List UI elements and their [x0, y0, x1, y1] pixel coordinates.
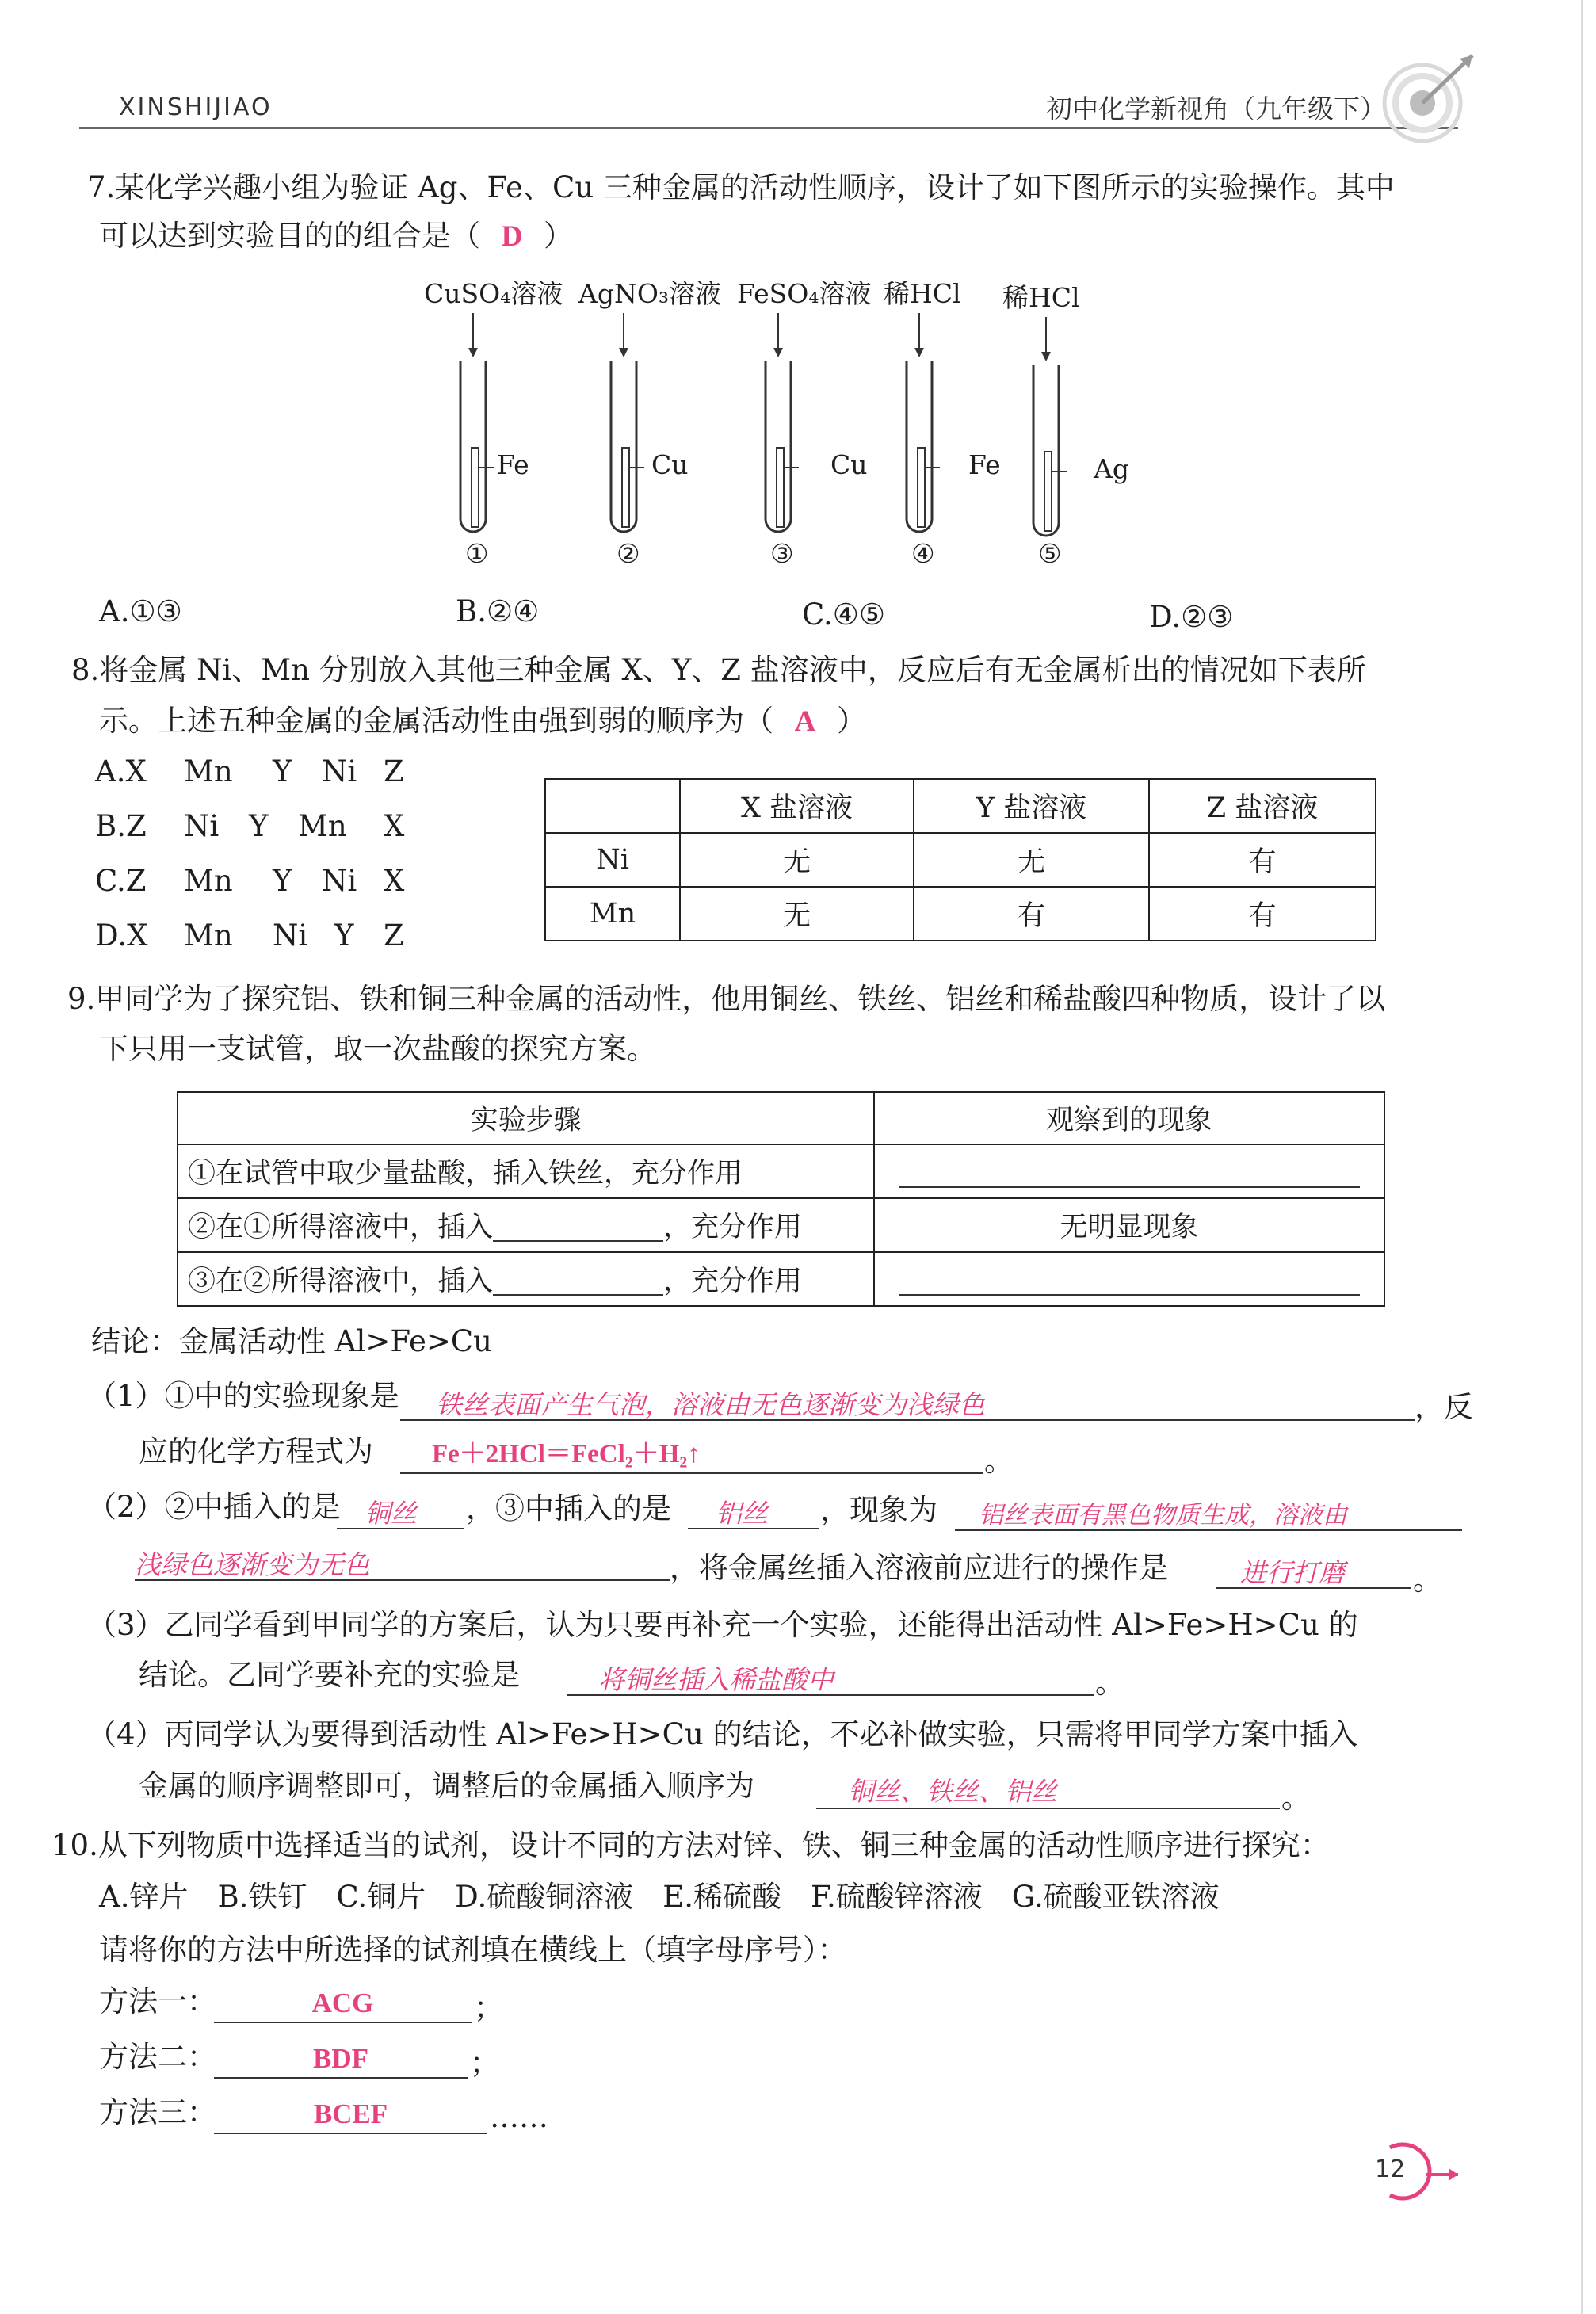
- q10-method-3-blank[interactable]: [214, 2096, 487, 2134]
- q9-p2-a2-blank[interactable]: [688, 1491, 819, 1529]
- q9-p3b-pre: 结论。乙同学要补充的实验是: [139, 1658, 520, 1692]
- q7-line2-post: ）: [544, 219, 573, 253]
- q8-table-header: Y 盐溶液: [914, 779, 1149, 833]
- q9-step-2: ②在①所得溶液中，插入 ，充分作用: [178, 1198, 874, 1252]
- tube-reagent: CuSO₄溶液: [424, 278, 563, 309]
- header-right: 初中化学新视角（九年级下）: [1046, 94, 1386, 124]
- q10-line1: 10.从下列物质中选择适当的试剂，设计不同的方法对锌、铁、铜三种金属的活动性顺序进行探究：: [52, 1828, 1330, 1862]
- q10-method-2-post: ；: [470, 2046, 499, 2080]
- q9-p1b-post: 。: [984, 1444, 1014, 1478]
- q9-p3b-answer: 将铜丝插入稀盐酸中: [598, 1664, 834, 1695]
- q8-line2-pre: 示。上述五种金属的金属活动性由强到弱的顺序为（: [99, 704, 773, 738]
- q9-p2-a2: 铝丝: [716, 1498, 768, 1529]
- q10-method-2-answer: BDF: [313, 2043, 368, 2074]
- q9-table-header-steps: 实验步骤: [178, 1092, 874, 1144]
- q8-option-c: C.Z Mn Y Ni X: [95, 864, 405, 898]
- page-ornament-icon: [1379, 2140, 1466, 2203]
- q9-p2-mid: ，③中插入的是: [466, 1491, 671, 1525]
- q8-table-cell: 有: [914, 887, 1149, 941]
- q8-table-header: X 盐溶液: [680, 779, 914, 833]
- q8-line2-post: ）: [837, 704, 866, 738]
- q9-obs-2: 无明显现象: [874, 1198, 1384, 1252]
- header-left: XINSHIJIAO: [119, 94, 273, 121]
- q7-option-b: B.②④: [456, 594, 540, 628]
- q9-line2: 下只用一支试管，取一次盐酸的探究方案。: [99, 1032, 656, 1066]
- q10-options: A.锌片 B.铁钉 C.铜片 D.硫酸铜溶液 E.稀硫酸 F.硫酸锌溶液 G.硫酸亚铁溶液: [99, 1880, 1220, 1914]
- q9-p2-a1: 铜丝: [365, 1498, 417, 1529]
- q8-table-cell: 无: [680, 833, 914, 887]
- q10-method-2-blank[interactable]: [214, 2041, 468, 2079]
- q8-options: [95, 753, 452, 972]
- q7-option-d: D.②③: [1149, 600, 1234, 634]
- q7-option-c: C.④⑤: [802, 598, 886, 632]
- q9-obs-1: [874, 1144, 1384, 1198]
- q9-p1-post: ，反: [1415, 1390, 1473, 1424]
- tube-number: ④: [911, 538, 935, 569]
- q7-option-a: A.①③: [99, 594, 182, 628]
- tube-reagent: FeSO₄溶液: [737, 278, 872, 309]
- q8-table-cell: 有: [1149, 833, 1376, 887]
- q7-line2: [99, 217, 573, 256]
- tube-5: [1002, 273, 1161, 575]
- q10-method-3-answer: BCEF: [313, 2098, 388, 2129]
- q10-method-1-answer: ACG: [311, 1988, 374, 2018]
- q8-answer: A: [794, 705, 816, 738]
- q9-step-2-blank[interactable]: [493, 1216, 663, 1242]
- q9-step-1: ①在试管中取少量盐酸，插入铁丝，充分作用: [178, 1144, 874, 1198]
- q9-p2b-a2: 进行打磨: [1240, 1557, 1345, 1588]
- q8-option-b: B.Z Ni Y Mn X: [95, 809, 405, 843]
- q9-p2b-a: 浅绿色逐渐变为无色: [135, 1549, 370, 1580]
- tube-reagent: 稀HCl: [1002, 282, 1080, 313]
- q7-line2-pre: 可以达到实验目的的组合是（: [99, 219, 480, 253]
- q8-option-d: D.X Mn Ni Y Z: [95, 918, 404, 953]
- tube-metal: Fe: [497, 449, 529, 480]
- q9-p1b-answer: Fe＋2HCl＝FeCl₂＋H₂↑: [432, 1440, 701, 1468]
- target-logo-icon: [1371, 48, 1482, 151]
- q9-p2-a3: 铝丝表面有黑色物质生成，溶液由: [979, 1501, 1347, 1529]
- tube-metal: Cu: [651, 449, 689, 480]
- header-rule: [79, 127, 1458, 129]
- q9-p2b-post: 。: [1413, 1563, 1442, 1597]
- q9-p2-mid2: ，现象为: [820, 1493, 937, 1527]
- tube-metal: Ag: [1094, 453, 1129, 484]
- q9-p2b-mid: ，将金属丝插入溶液前应进行的操作是: [670, 1551, 1168, 1585]
- q8-table-rowhead: Ni: [545, 833, 680, 887]
- q8-table-cell: 无: [914, 833, 1149, 887]
- q9-p1-answer-blank[interactable]: [400, 1383, 1415, 1421]
- q10-line3: 请将你的方法中所选择的试剂填在横线上（填字母序号）：: [99, 1933, 847, 1967]
- q9-p2-pre: （2）②中插入的是: [87, 1490, 341, 1524]
- q10-method-1-post: ；: [474, 1991, 503, 2025]
- tube-number: ②: [617, 538, 640, 569]
- q8-table-cell: 无: [680, 887, 914, 941]
- q10-method-1-label: 方法一：: [99, 1984, 216, 2018]
- q8-table-rowhead: Mn: [545, 887, 680, 941]
- right-margin-line: [1581, 0, 1583, 2314]
- q9-obs-3-blank[interactable]: [899, 1262, 1360, 1296]
- q9-p2b-a-blank[interactable]: [135, 1543, 670, 1581]
- q9-p4b-answer: 铜丝、铁丝、铝丝: [848, 1776, 1057, 1807]
- q8-table-cell: 有: [1149, 887, 1376, 941]
- q9-p2-a3-blank[interactable]: [955, 1493, 1462, 1531]
- q9-p1b-answer-blank[interactable]: [400, 1436, 983, 1474]
- q9-obs-1-blank[interactable]: [899, 1155, 1360, 1188]
- q7-line1: 7.某化学兴趣小组为验证 Ag、Fe、Cu 三种金属的活动性顺序，设计了如下图所示的实验操作。其中: [87, 170, 1395, 204]
- q9-obs-3: [874, 1252, 1384, 1306]
- q9-step-3: ③在②所得溶液中，插入 ，充分作用: [178, 1252, 874, 1306]
- tube-reagent: 稀HCl: [884, 278, 961, 309]
- q7-answer: D: [501, 220, 523, 253]
- q9-table-header-obs: 观察到的现象: [874, 1092, 1384, 1144]
- tube-number: ①: [465, 538, 489, 569]
- q10-method-1-blank[interactable]: [214, 1985, 472, 2023]
- q9-p4b-answer-blank[interactable]: [816, 1771, 1280, 1809]
- q9-line1: 9.甲同学为了探究铝、铁和铜三种金属的活动性，他用铜丝、铁丝、铝丝和稀盐酸四种物质，设计了以: [67, 982, 1386, 1016]
- q9-p2b-a2-blank[interactable]: [1216, 1551, 1411, 1589]
- q8-option-a: A.X Mn Y Ni Z: [95, 754, 404, 789]
- q8-table-header: Z 盐溶液: [1149, 779, 1376, 833]
- q9-p1-pre: （1）①中的实验现象是: [87, 1379, 399, 1413]
- tube-reagent: AgNO₃溶液: [578, 278, 722, 309]
- q8-line2: [99, 702, 866, 741]
- q10-method-3-label: 方法三：: [99, 2095, 216, 2129]
- q9-p3b-answer-blank[interactable]: [567, 1658, 1094, 1696]
- q10-method-3-post: ……: [490, 2100, 548, 2134]
- q10-method-2-label: 方法二：: [99, 2040, 216, 2074]
- q9-p1b-pre: 应的化学方程式为: [139, 1434, 373, 1468]
- q9-table: [177, 1091, 1385, 1307]
- tube-2: [578, 273, 737, 575]
- q9-p4b-pre: 金属的顺序调整即可，调整后的金属插入顺序为: [139, 1769, 754, 1803]
- tube-number: ③: [770, 538, 794, 569]
- q9-p3-line1: （3）乙同学看到甲同学的方案后，认为只要再补充一个实验，还能得出活动性 Al>Fe>H>Cu 的: [87, 1608, 1358, 1642]
- q9-p4-line1: （4）丙同学认为要得到活动性 Al>Fe>H>Cu 的结论，不必补做实验，只需将甲同学方案中插入: [87, 1717, 1358, 1751]
- q8-line1: 8.将金属 Ni、Mn 分别放入其他三种金属 X、Y、Z 盐溶液中，反应后有无金属析出的情况如下表所: [71, 653, 1366, 687]
- q9-p4b-post: 。: [1281, 1781, 1311, 1815]
- q9-p2-a1-blank[interactable]: [337, 1491, 464, 1529]
- tube-metal: Cu: [830, 449, 868, 480]
- tube-3: [737, 273, 895, 575]
- tube-1: [424, 273, 582, 575]
- page-number: 12: [1375, 2156, 1406, 2183]
- q9-p1-answer: 铁丝表面产生气泡，溶液由无色逐渐变为浅绿色: [436, 1389, 985, 1420]
- q9-conclusion: 结论：金属活动性 Al>Fe>Cu: [91, 1324, 493, 1358]
- q8-table: [544, 778, 1376, 941]
- q9-step-3-blank[interactable]: [493, 1270, 663, 1296]
- q8-table-corner: [545, 779, 680, 833]
- tube-metal: Fe: [968, 449, 1001, 480]
- tube-number: ⑤: [1038, 538, 1062, 569]
- q9-p3b-post: 。: [1095, 1666, 1124, 1700]
